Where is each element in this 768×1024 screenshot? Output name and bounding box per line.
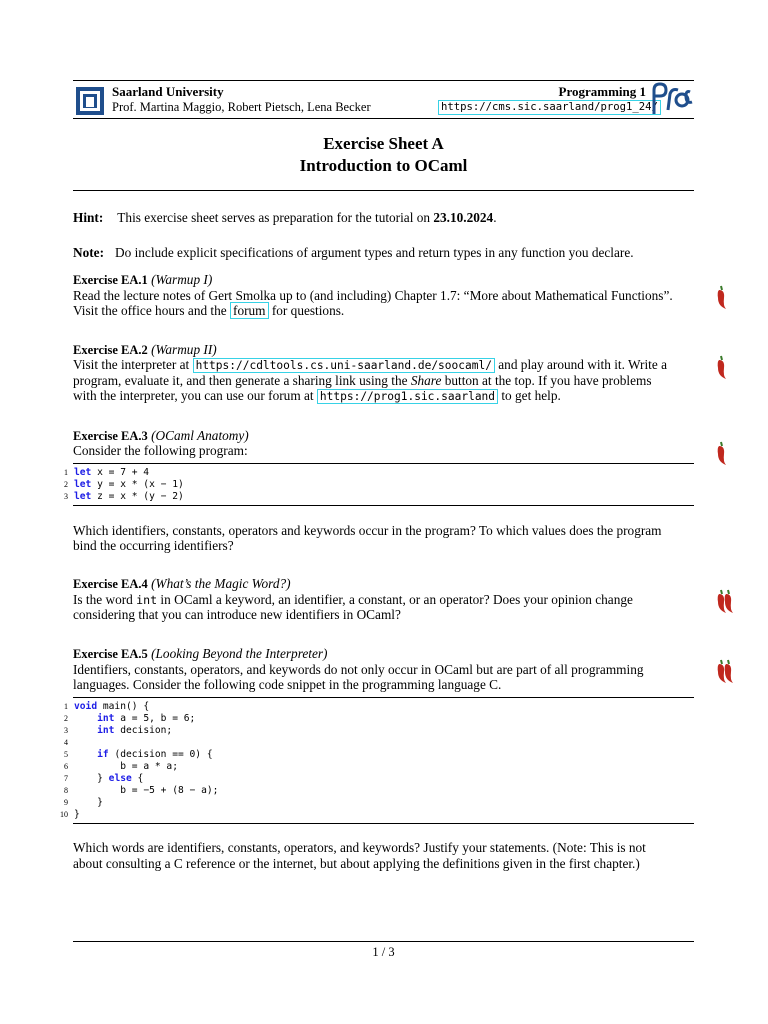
share-word: Share <box>410 373 442 388</box>
c-code-top-rule <box>73 697 694 698</box>
code-text: b = a * a; <box>120 761 178 772</box>
ex5-line2: languages. Consider the following code snippet in the programming language C. <box>73 677 502 692</box>
int-code: int <box>136 593 158 607</box>
code-indent <box>74 749 97 760</box>
chili-pepper-icon <box>714 440 728 470</box>
ex4-line1-start: Is the word <box>73 592 137 607</box>
ex4-title: Exercise EA.4 <box>73 577 148 591</box>
code-line <box>60 773 694 785</box>
ex2-line3 <box>73 388 698 405</box>
ex3-question-line1: Which identifiers, constants, operators and keywords occur in the program? To which values does the program <box>73 523 662 538</box>
ex4-line2: considering that you can introduce new identifiers in OCaml? <box>73 607 401 622</box>
university-logo <box>75 86 105 116</box>
line-number: 9 <box>64 798 68 807</box>
hint-text: This exercise sheet serves as preparation for the tutorial on <box>117 210 434 225</box>
code-keyword: let <box>74 467 92 478</box>
line-number: 5 <box>64 750 68 759</box>
code-block-top-rule <box>73 463 694 464</box>
code-keyword: if <box>97 749 109 760</box>
header-top-rule <box>73 80 694 81</box>
code-line <box>60 467 694 479</box>
code-keyword: else <box>108 773 132 784</box>
prog-logo <box>650 80 694 116</box>
ex5-title: Exercise EA.5 <box>73 647 148 661</box>
course-url-link[interactable]: https://cms.sic.saarland/prog1_24/ <box>438 100 661 115</box>
ex1-subtitle: (Warmup I) <box>151 272 213 287</box>
ex2-line1-start: Visit the interpreter at <box>73 357 193 372</box>
code-keyword: let <box>74 491 92 502</box>
ex2-line3-end: to get help. <box>498 388 561 403</box>
ex3-question-line2: bind the occurring identifiers? <box>73 538 234 553</box>
code-text: { <box>131 773 144 784</box>
code-text: } <box>97 773 109 784</box>
code-keyword: let <box>74 479 92 490</box>
note-paragraph <box>73 245 698 261</box>
sheet-title: Exercise Sheet A <box>323 134 444 153</box>
ex5-subtitle: (Looking Beyond the Interpreter) <box>151 646 328 661</box>
forum-link[interactable]: forum <box>230 302 269 319</box>
code-line <box>60 785 694 797</box>
page-number: 1 / 3 <box>372 945 395 959</box>
code-indent <box>74 785 120 796</box>
ex1-line2-start: Visit the office hours and the <box>73 303 231 318</box>
code-text: main() { <box>97 701 150 712</box>
ex4-line1-end: in OCaml a keyword, an identifier, a constant, or an operator? Does your opinion change <box>157 592 633 607</box>
code-indent <box>74 773 97 784</box>
ex2-line1-end: and play around with it. Write a <box>494 357 667 372</box>
line-number: 2 <box>64 714 68 723</box>
code-indent <box>74 761 120 772</box>
code-line <box>60 701 694 713</box>
line-number: 7 <box>64 774 68 783</box>
code-text: decision; <box>114 725 173 736</box>
ex3-title: Exercise EA.3 <box>73 429 148 443</box>
ex2-line2-end: button at the top. If you have problems <box>441 373 652 388</box>
hint-paragraph <box>73 210 698 226</box>
staff-names: Prof. Martina Maggio, Robert Pietsch, Lena Becker <box>112 100 371 114</box>
code-keyword: int <box>97 713 115 724</box>
header-bottom-rule <box>73 118 694 119</box>
ex1-title: Exercise EA.1 <box>73 273 148 287</box>
ex5-question-line2: about consulting a C reference or the internet, but about applying the definitions given in the first chapter.) <box>73 856 640 871</box>
code-text: b = −5 + (8 − a); <box>120 785 219 796</box>
line-number: 1 <box>64 702 68 711</box>
line-number: 3 <box>64 726 68 735</box>
ex1-heading <box>73 272 698 289</box>
ex5-line1: Identifiers, constants, operators, and keywords do not only occur in OCaml but are part of all programming <box>73 662 644 677</box>
line-number: 8 <box>64 786 68 795</box>
ex3-subtitle: (OCaml Anatomy) <box>151 428 249 443</box>
ex1-line2 <box>73 303 698 319</box>
double-chili-pepper-icon <box>714 658 736 688</box>
line-number: 6 <box>64 762 68 771</box>
chili-pepper-icon <box>714 284 728 314</box>
code-line <box>60 737 694 749</box>
code-line <box>60 713 694 725</box>
ex4-subtitle: (What’s the Magic Word?) <box>151 576 291 591</box>
sheet-subtitle: Introduction to OCaml <box>299 156 468 175</box>
code-line <box>60 479 694 491</box>
ex1-line1: Read the lecture notes of Gert Smolka up to (and including) Chapter 1.7: “More about Mathematical Functions”. <box>73 288 673 303</box>
code-text: (decision == 0) { <box>108 749 213 760</box>
hint-date: 23.10.2024 <box>433 210 494 225</box>
code-text: y = x * (x − 1) <box>91 479 184 490</box>
hint-label: Hint: <box>73 210 104 225</box>
ex3-intro: Consider the following program: <box>73 443 248 458</box>
university-name: Saarland University <box>112 84 224 99</box>
code-text: a = 5, b = 6; <box>114 713 196 724</box>
code-line <box>60 491 694 503</box>
title-rule <box>73 190 694 191</box>
code-keyword: int <box>97 725 115 736</box>
c-code-bottom-rule <box>73 823 694 824</box>
ex2-line2-start: program, evaluate it, and then generate a sharing link using the <box>73 373 411 388</box>
line-number: 4 <box>64 738 68 747</box>
code-line <box>60 797 694 809</box>
code-indent <box>74 713 97 724</box>
double-chili-pepper-icon <box>714 588 736 618</box>
code-text: } <box>74 809 80 820</box>
hint-end: . <box>493 210 497 225</box>
line-number: 10 <box>60 810 68 819</box>
ex4-heading <box>73 576 698 593</box>
footer-rule <box>73 941 694 942</box>
code-line <box>60 749 694 761</box>
ex2-line1 <box>73 357 698 374</box>
code-keyword: void <box>74 701 98 712</box>
note-label: Note: <box>73 245 105 260</box>
note-text: Do include explicit specifications of argument types and return types in any function you declare. <box>115 245 634 260</box>
line-number: 1 <box>64 468 68 477</box>
ex2-line3-start: with the interpreter, you can use our forum at <box>73 388 317 403</box>
course-name: Programming 1 <box>558 84 646 99</box>
code-line <box>60 809 694 821</box>
ex2-line2 <box>73 373 698 389</box>
code-text: x = 7 + 4 <box>91 467 150 478</box>
line-number: 2 <box>64 480 68 489</box>
code-indent <box>74 725 97 736</box>
interpreter-link[interactable]: https://cdltools.cs.uni-saarland.de/soocaml/ <box>193 358 495 373</box>
ex5-heading <box>73 646 698 663</box>
ex2-subtitle: (Warmup II) <box>151 342 217 357</box>
code-line <box>60 761 694 773</box>
code-text: } <box>97 797 103 808</box>
code-line <box>60 725 694 737</box>
ex1-line2-end: for questions. <box>268 303 345 318</box>
ex2-title: Exercise EA.2 <box>73 343 148 357</box>
code-indent <box>74 797 97 808</box>
prog1-forum-link[interactable]: https://prog1.sic.saarland <box>317 389 498 404</box>
chili-pepper-icon <box>714 354 728 384</box>
code-block-bottom-rule <box>73 505 694 506</box>
ex5-question-line1: Which words are identifiers, constants, operators, and keywords? Justify your statements. (Note: This is not <box>73 840 646 855</box>
code-text: z = x * (y − 2) <box>91 491 184 502</box>
line-number: 3 <box>64 492 68 501</box>
